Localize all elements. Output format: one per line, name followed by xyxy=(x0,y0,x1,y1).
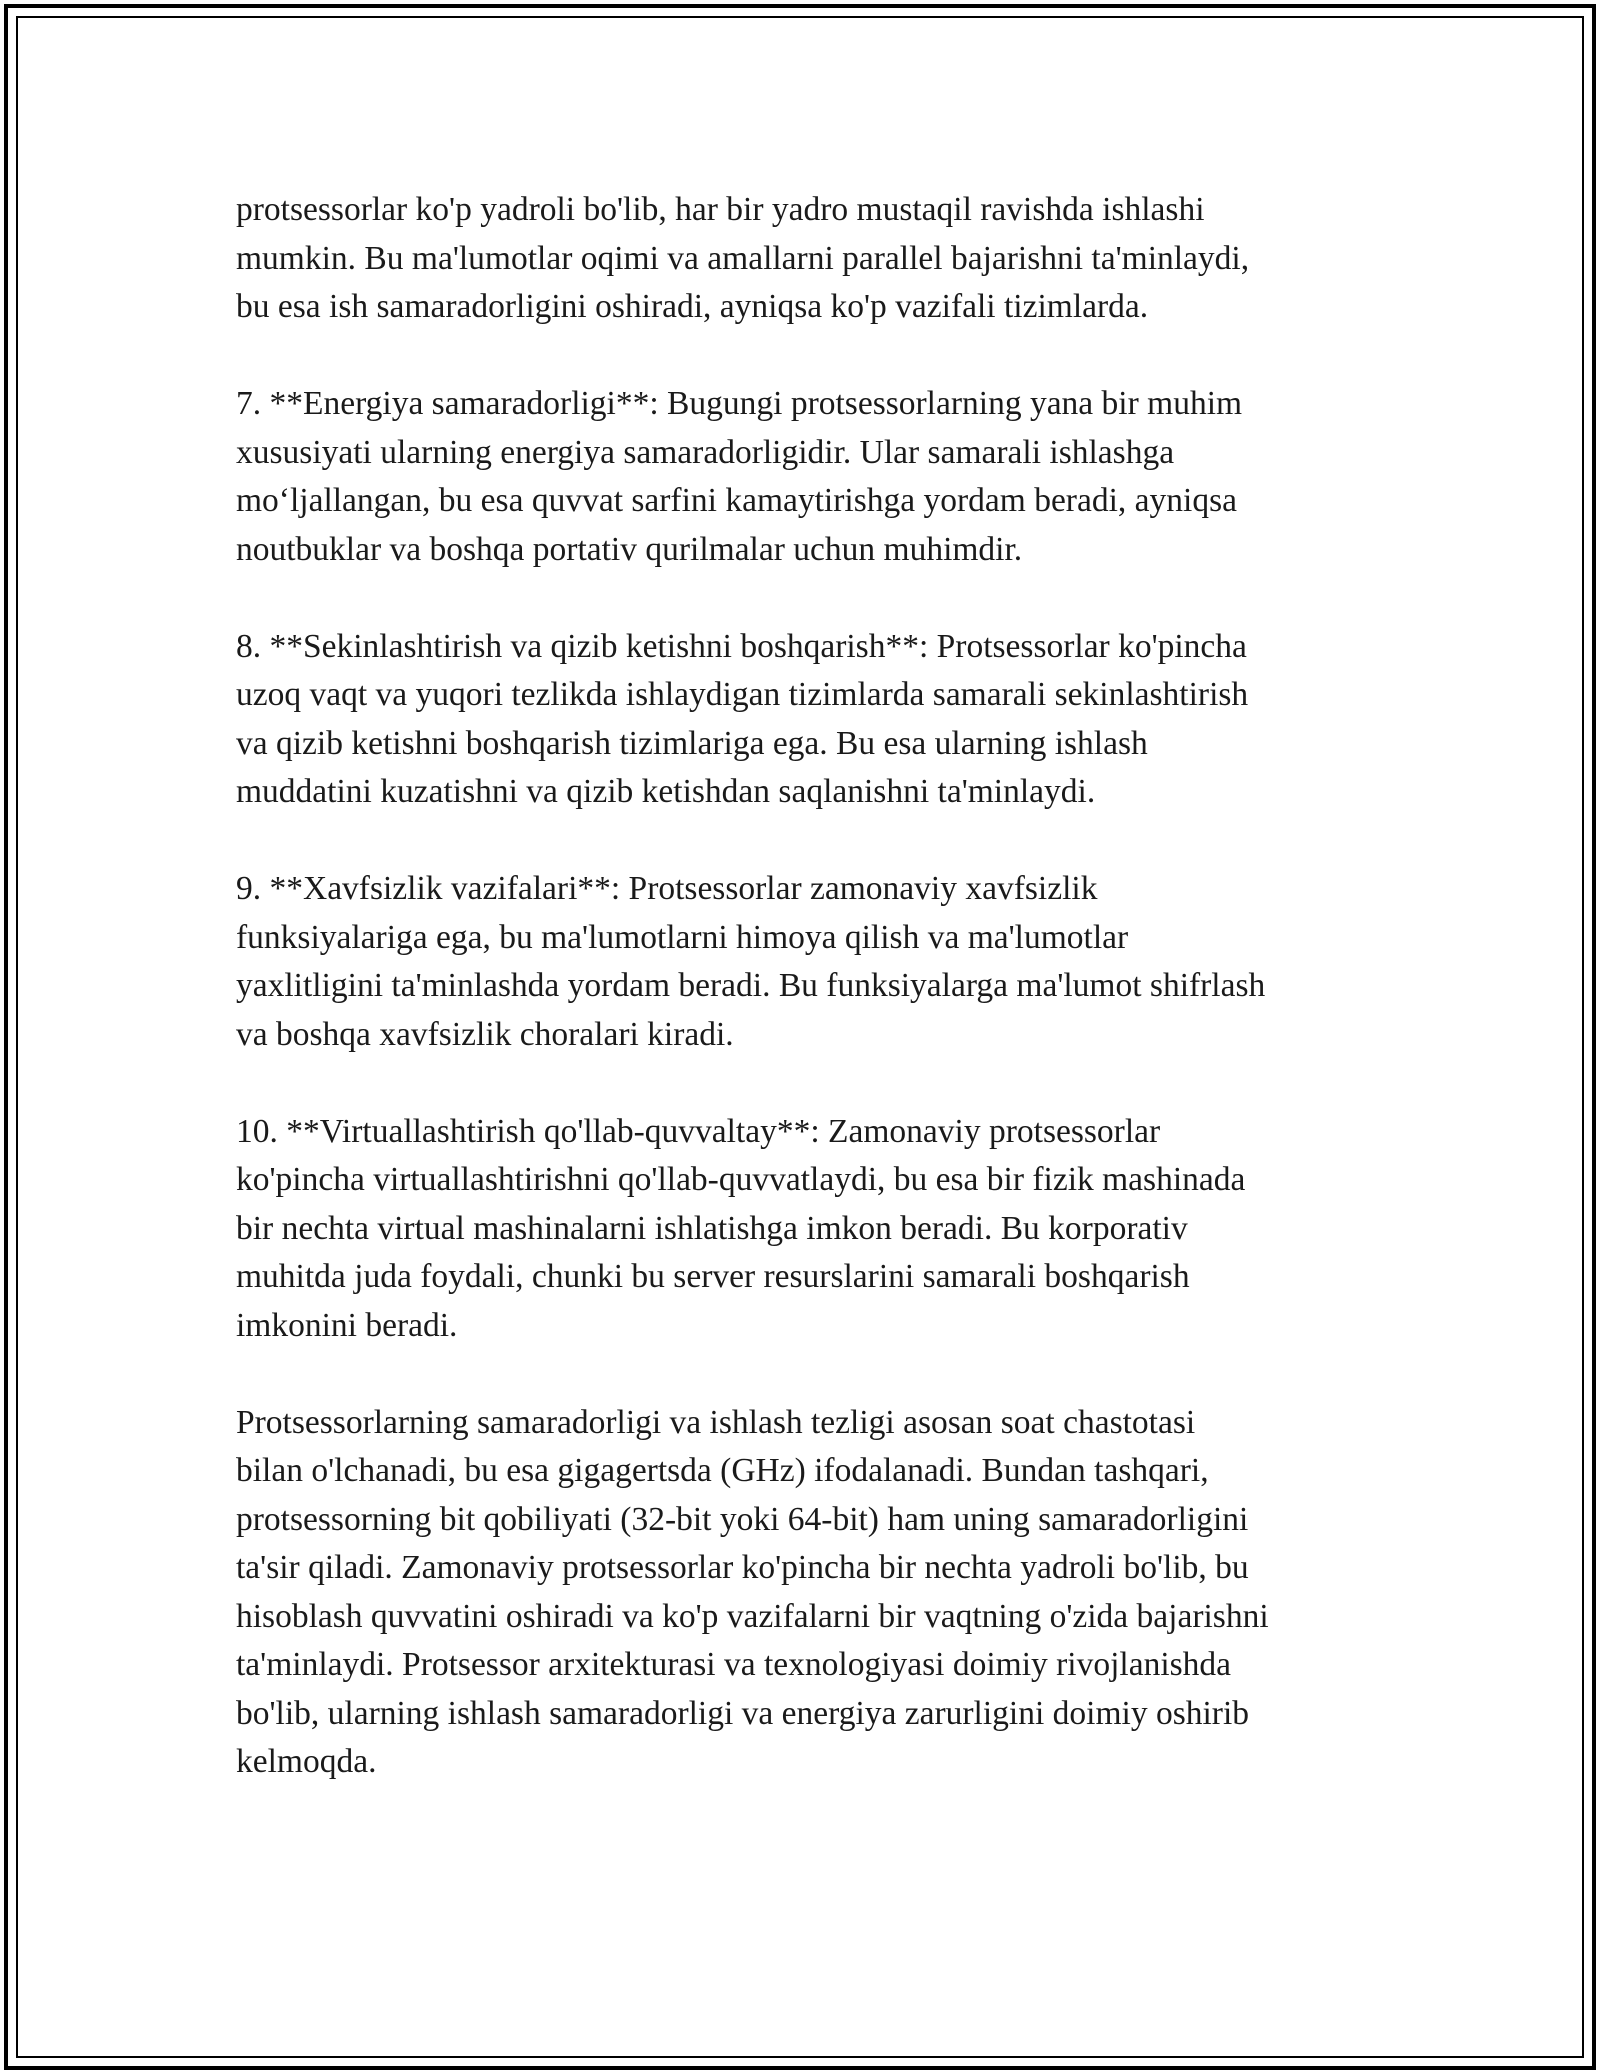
text-line: va boshqa xavfsizlik choralari kiradi. xyxy=(236,1015,734,1053)
text-line: yaxlitligini ta'minlashda yordam beradi. Bu funksiyalarga ma'lumot shifrlash xyxy=(236,967,1266,1004)
text-line: uzoq vaqt va yuqori tezlikda ishlaydigan tizimlarda samarali sekinlashtirish xyxy=(236,676,1249,713)
paragraph-continuation xyxy=(236,186,1386,332)
text-line: funksiyalariga ega, bu ma'lumotlarni himoya qilish va ma'lumotlar xyxy=(236,918,1129,956)
text-line: bilan o'lchanadi, bu esa gigagertsda (GHz) ifodalanadi. Bundan tashqari, xyxy=(236,1452,1209,1489)
paragraph-item-9 xyxy=(236,865,1386,1059)
text-line: bo'lib, ularning ishlash samaradorligi va energiya zarurligini doimiy oshirib xyxy=(236,1694,1249,1732)
text-line: hisoblash quvvatini oshiradi va ko'p vazifalarni bir vaqtning o'zida bajarishni xyxy=(236,1597,1269,1635)
text-line: 9. **Xavfsizlik vazifalari**: Protsessorlar zamonaviy xavfsizlik xyxy=(236,870,1098,907)
text-line: ko'pincha virtuallashtirishni qo'llab-quvvatlaydi, bu esa bir fizik mashinada xyxy=(236,1161,1246,1198)
text-line: mumkin. Bu ma'lumotlar oqimi va amallarni parallel bajarishni ta'minlaydi, xyxy=(236,239,1250,277)
text-line: 7. **Energiya samaradorligi**: Bugungi protsessorlarning yana bir muhim xyxy=(236,385,1243,422)
text-line: bu esa ish samaradorligini oshiradi, ayniqsa ko'p vazifali tizimlarda. xyxy=(236,288,1149,325)
text-line: protsessorning bit qobiliyati (32-bit yoki 64-bit) ham uning samaradorligini xyxy=(236,1500,1249,1538)
document-body xyxy=(236,186,1386,1835)
text-line: kelmoqda. xyxy=(236,1743,377,1780)
text-line: 10. **Virtuallashtirish qo'llab-quvvaltay**: Zamonaviy protsessorlar xyxy=(236,1112,1161,1150)
text-line: bir nechta virtual mashinalarni ishlatishga imkon beradi. Bu korporativ xyxy=(236,1209,1188,1247)
text-line: mo‘ljallangan, bu esa quvvat sarfini kamaytirishga yordam beradi, ayniqsa xyxy=(236,482,1237,519)
text-line: xususiyati ularning energiya samaradorligidir. Ular samarali ishlashga xyxy=(236,433,1175,471)
paragraph-item-10 xyxy=(236,1108,1386,1351)
paragraph-item-7 xyxy=(236,380,1386,574)
text-line: Protsessorlarning samaradorligi va ishlash tezligi asosan soat chastotasi xyxy=(236,1403,1196,1441)
text-line: muhitda juda foydali, chunki bu server resurslarini samarali boshqarish xyxy=(236,1258,1190,1295)
paragraph-summary xyxy=(236,1399,1386,1787)
text-line: muddatini kuzatishni va qizib ketishdan saqlanishni ta'minlaydi. xyxy=(236,773,1096,810)
text-line: va qizib ketishni boshqarish tizimlariga ega. Bu esa ularning ishlash xyxy=(236,724,1148,762)
text-line: protsessorlar ko'p yadroli bo'lib, har bir yadro mustaqil ravishda ishlashi xyxy=(236,191,1205,228)
text-line: 8. **Sekinlashtirish va qizib ketishni boshqarish**: Protsessorlar ko'pincha xyxy=(236,627,1247,665)
text-line: imkonini beradi. xyxy=(236,1306,458,1344)
text-line: noutbuklar va boshqa portativ qurilmalar uchun muhimdir. xyxy=(236,530,1023,568)
text-line: ta'minlaydi. Protsessor arxitekturasi va texnologiyasi doimiy rivojlanishda xyxy=(236,1646,1232,1683)
text-line: ta'sir qiladi. Zamonaviy protsessorlar ko'pincha bir nechta yadroli bo'lib, bu xyxy=(236,1549,1249,1586)
paragraph-item-8 xyxy=(236,623,1386,817)
